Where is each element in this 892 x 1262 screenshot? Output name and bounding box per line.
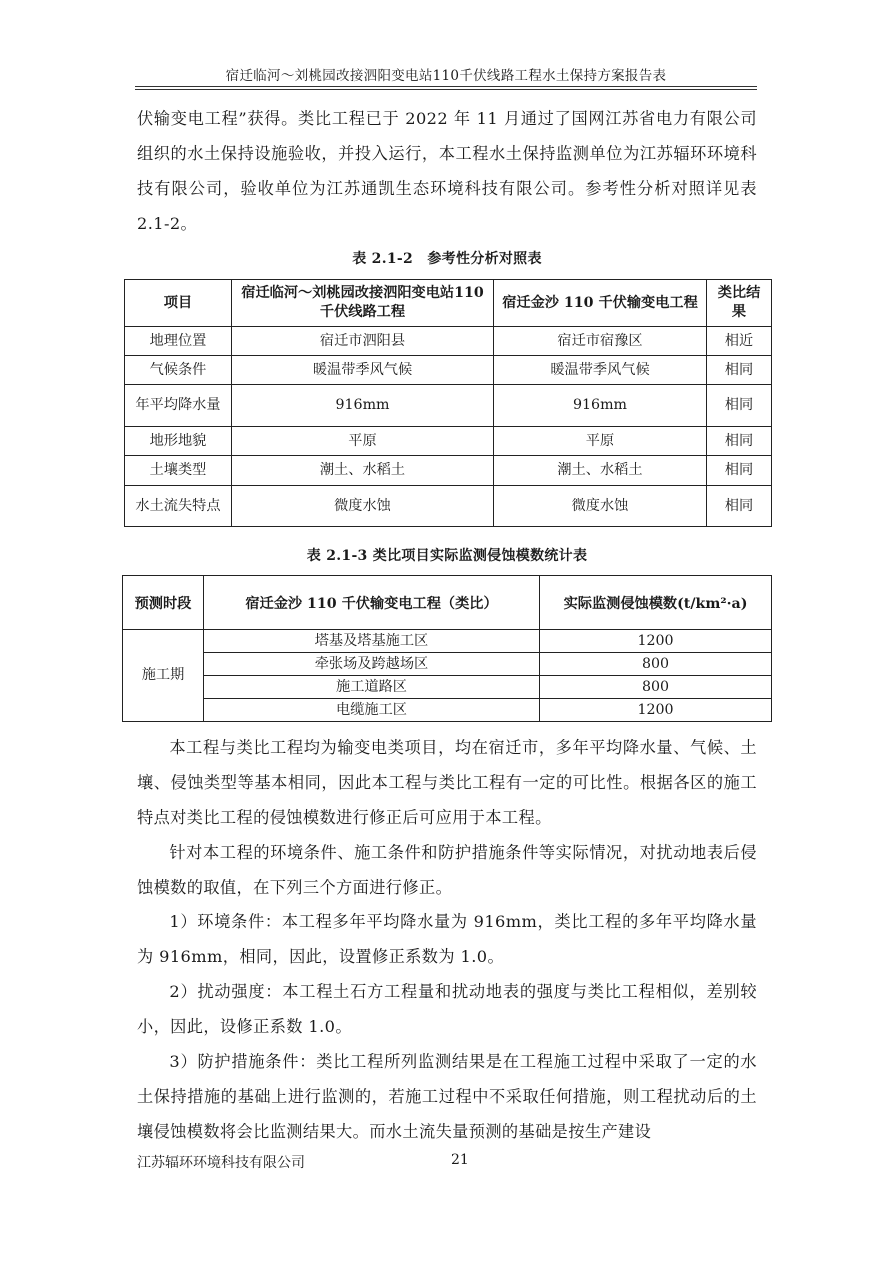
table-cell: 平原 xyxy=(232,427,494,456)
footer-company: 江苏辐环环境科技有限公司 xyxy=(137,1155,305,1171)
table-row xyxy=(123,699,772,722)
table-cell: 牵张场及跨越场区 xyxy=(204,653,540,676)
table-cell: 相同 xyxy=(707,385,772,427)
table-row xyxy=(125,456,772,486)
period-cell: 施工期 xyxy=(123,630,204,722)
table-2-1-3-caption: 表 2.1-3 类比项目实际监测侵蚀模数统计表 xyxy=(306,548,588,564)
table-cell: 土壤类型 xyxy=(125,456,232,486)
table-cell: 暖温带季风气候 xyxy=(494,356,707,385)
paragraph-5: 2）扰动强度：本工程土石方工程量和扰动地表的强度与类比工程相似，差别较小，因此，设修正系数 1.0。 xyxy=(137,982,757,1036)
table-cell: 暖温带季风气候 xyxy=(232,356,494,385)
table-cell: 1200 xyxy=(540,630,772,653)
paragraph-4: 1）环境条件：本工程多年平均降水量为 916mm，类比工程的多年平均降水量为 916mm，相同，因此，设置修正系数为 1.0。 xyxy=(137,912,757,966)
header-rule xyxy=(135,86,757,87)
table-cell: 潮土、水稻土 xyxy=(232,456,494,486)
column-header: 宿迁临河～刘桃园改接泗阳变电站110 千伏线路工程 xyxy=(232,280,494,327)
running-header: 宿迁临河～刘桃园改接泗阳变电站110千伏线路工程水土保持方案报告表 xyxy=(225,68,667,84)
table-row xyxy=(125,427,772,456)
column-header: 实际监测侵蚀模数(t/km²·a) xyxy=(540,576,772,630)
table-header-row xyxy=(123,576,772,630)
table-row xyxy=(125,486,772,527)
table-cell: 相近 xyxy=(707,327,772,356)
table-cell: 潮土、水稻土 xyxy=(494,456,707,486)
column-header: 宿迁金沙 110 千伏输变电工程（类比） xyxy=(204,576,540,630)
table-cell: 相同 xyxy=(707,486,772,527)
table-cell: 年平均降水量 xyxy=(125,385,232,427)
table-cell: 宿迁市泗阳县 xyxy=(232,327,494,356)
table-cell: 施工道路区 xyxy=(204,676,540,699)
table-header-row xyxy=(125,280,772,327)
column-header: 宿迁金沙 110 千伏输变电工程 xyxy=(494,280,707,327)
table-row xyxy=(123,653,772,676)
table-cell: 宿迁市宿豫区 xyxy=(494,327,707,356)
erosion-modulus-table xyxy=(122,575,772,722)
table-row xyxy=(125,356,772,385)
column-header: 预测时段 xyxy=(123,576,204,630)
table-cell: 电缆施工区 xyxy=(204,699,540,722)
table-cell: 916mm xyxy=(494,385,707,427)
table-cell: 相同 xyxy=(707,456,772,486)
table-row xyxy=(125,385,772,427)
table-cell: 微度水蚀 xyxy=(494,486,707,527)
reference-analysis-table xyxy=(124,279,772,527)
table-cell: 相同 xyxy=(707,356,772,385)
paragraph-3: 针对本工程的环境条件、施工条件和防护措施条件等实际情况，对扰动地表后侵蚀模数的取值，在下列三个方面进行修正。 xyxy=(137,843,757,897)
table-row xyxy=(123,630,772,653)
table-row xyxy=(125,327,772,356)
table-cell: 微度水蚀 xyxy=(232,486,494,527)
table-2-1-2-caption: 表 2.1-2 参考性分析对照表 xyxy=(352,251,542,267)
paragraph-1: 伏输变电工程”获得。类比工程已于 2022 年 11 月通过了国网江苏省电力有限公司组织的水土保持设施验收，并投入运行，本工程水土保持监测单位为江苏辐环环境科技有限公司，验收单位为江苏通凯生态环境科技有限公司。参考性分析对照详见表 2.1-2。 xyxy=(137,109,757,233)
table-cell: 1200 xyxy=(540,699,772,722)
table-cell: 800 xyxy=(540,676,772,699)
table-cell: 水土流失特点 xyxy=(125,486,232,527)
table-cell: 塔基及塔基施工区 xyxy=(204,630,540,653)
table-cell: 气候条件 xyxy=(125,356,232,385)
table-row xyxy=(123,676,772,699)
column-header: 类比结果 xyxy=(707,280,772,327)
header-rule-thin xyxy=(135,89,757,90)
table-cell: 916mm xyxy=(232,385,494,427)
paragraph-6: 3）防护措施条件：类比工程所列监测结果是在工程施工过程中采取了一定的水土保持措施的基础上进行监测的，若施工过程中不采取任何措施，则工程扰动后的土壤侵蚀模数将会比监测结果大。而水土流失量预测的基础是按生产建设 xyxy=(137,1052,757,1141)
paragraph-2: 本工程与类比工程均为输变电类项目，均在宿迁市，多年平均降水量、气候、土壤、侵蚀类型等基本相同，因此本工程与类比工程有一定的可比性。根据各区的施工特点对类比工程的侵蚀模数进行修正后可应用于本工程。 xyxy=(137,738,757,827)
table-cell: 地理位置 xyxy=(125,327,232,356)
table-cell: 地形地貌 xyxy=(125,427,232,456)
page-number: 21 xyxy=(451,1152,469,1168)
table-cell: 800 xyxy=(540,653,772,676)
table-cell: 平原 xyxy=(494,427,707,456)
column-header: 项目 xyxy=(125,280,232,327)
table-cell: 相同 xyxy=(707,427,772,456)
